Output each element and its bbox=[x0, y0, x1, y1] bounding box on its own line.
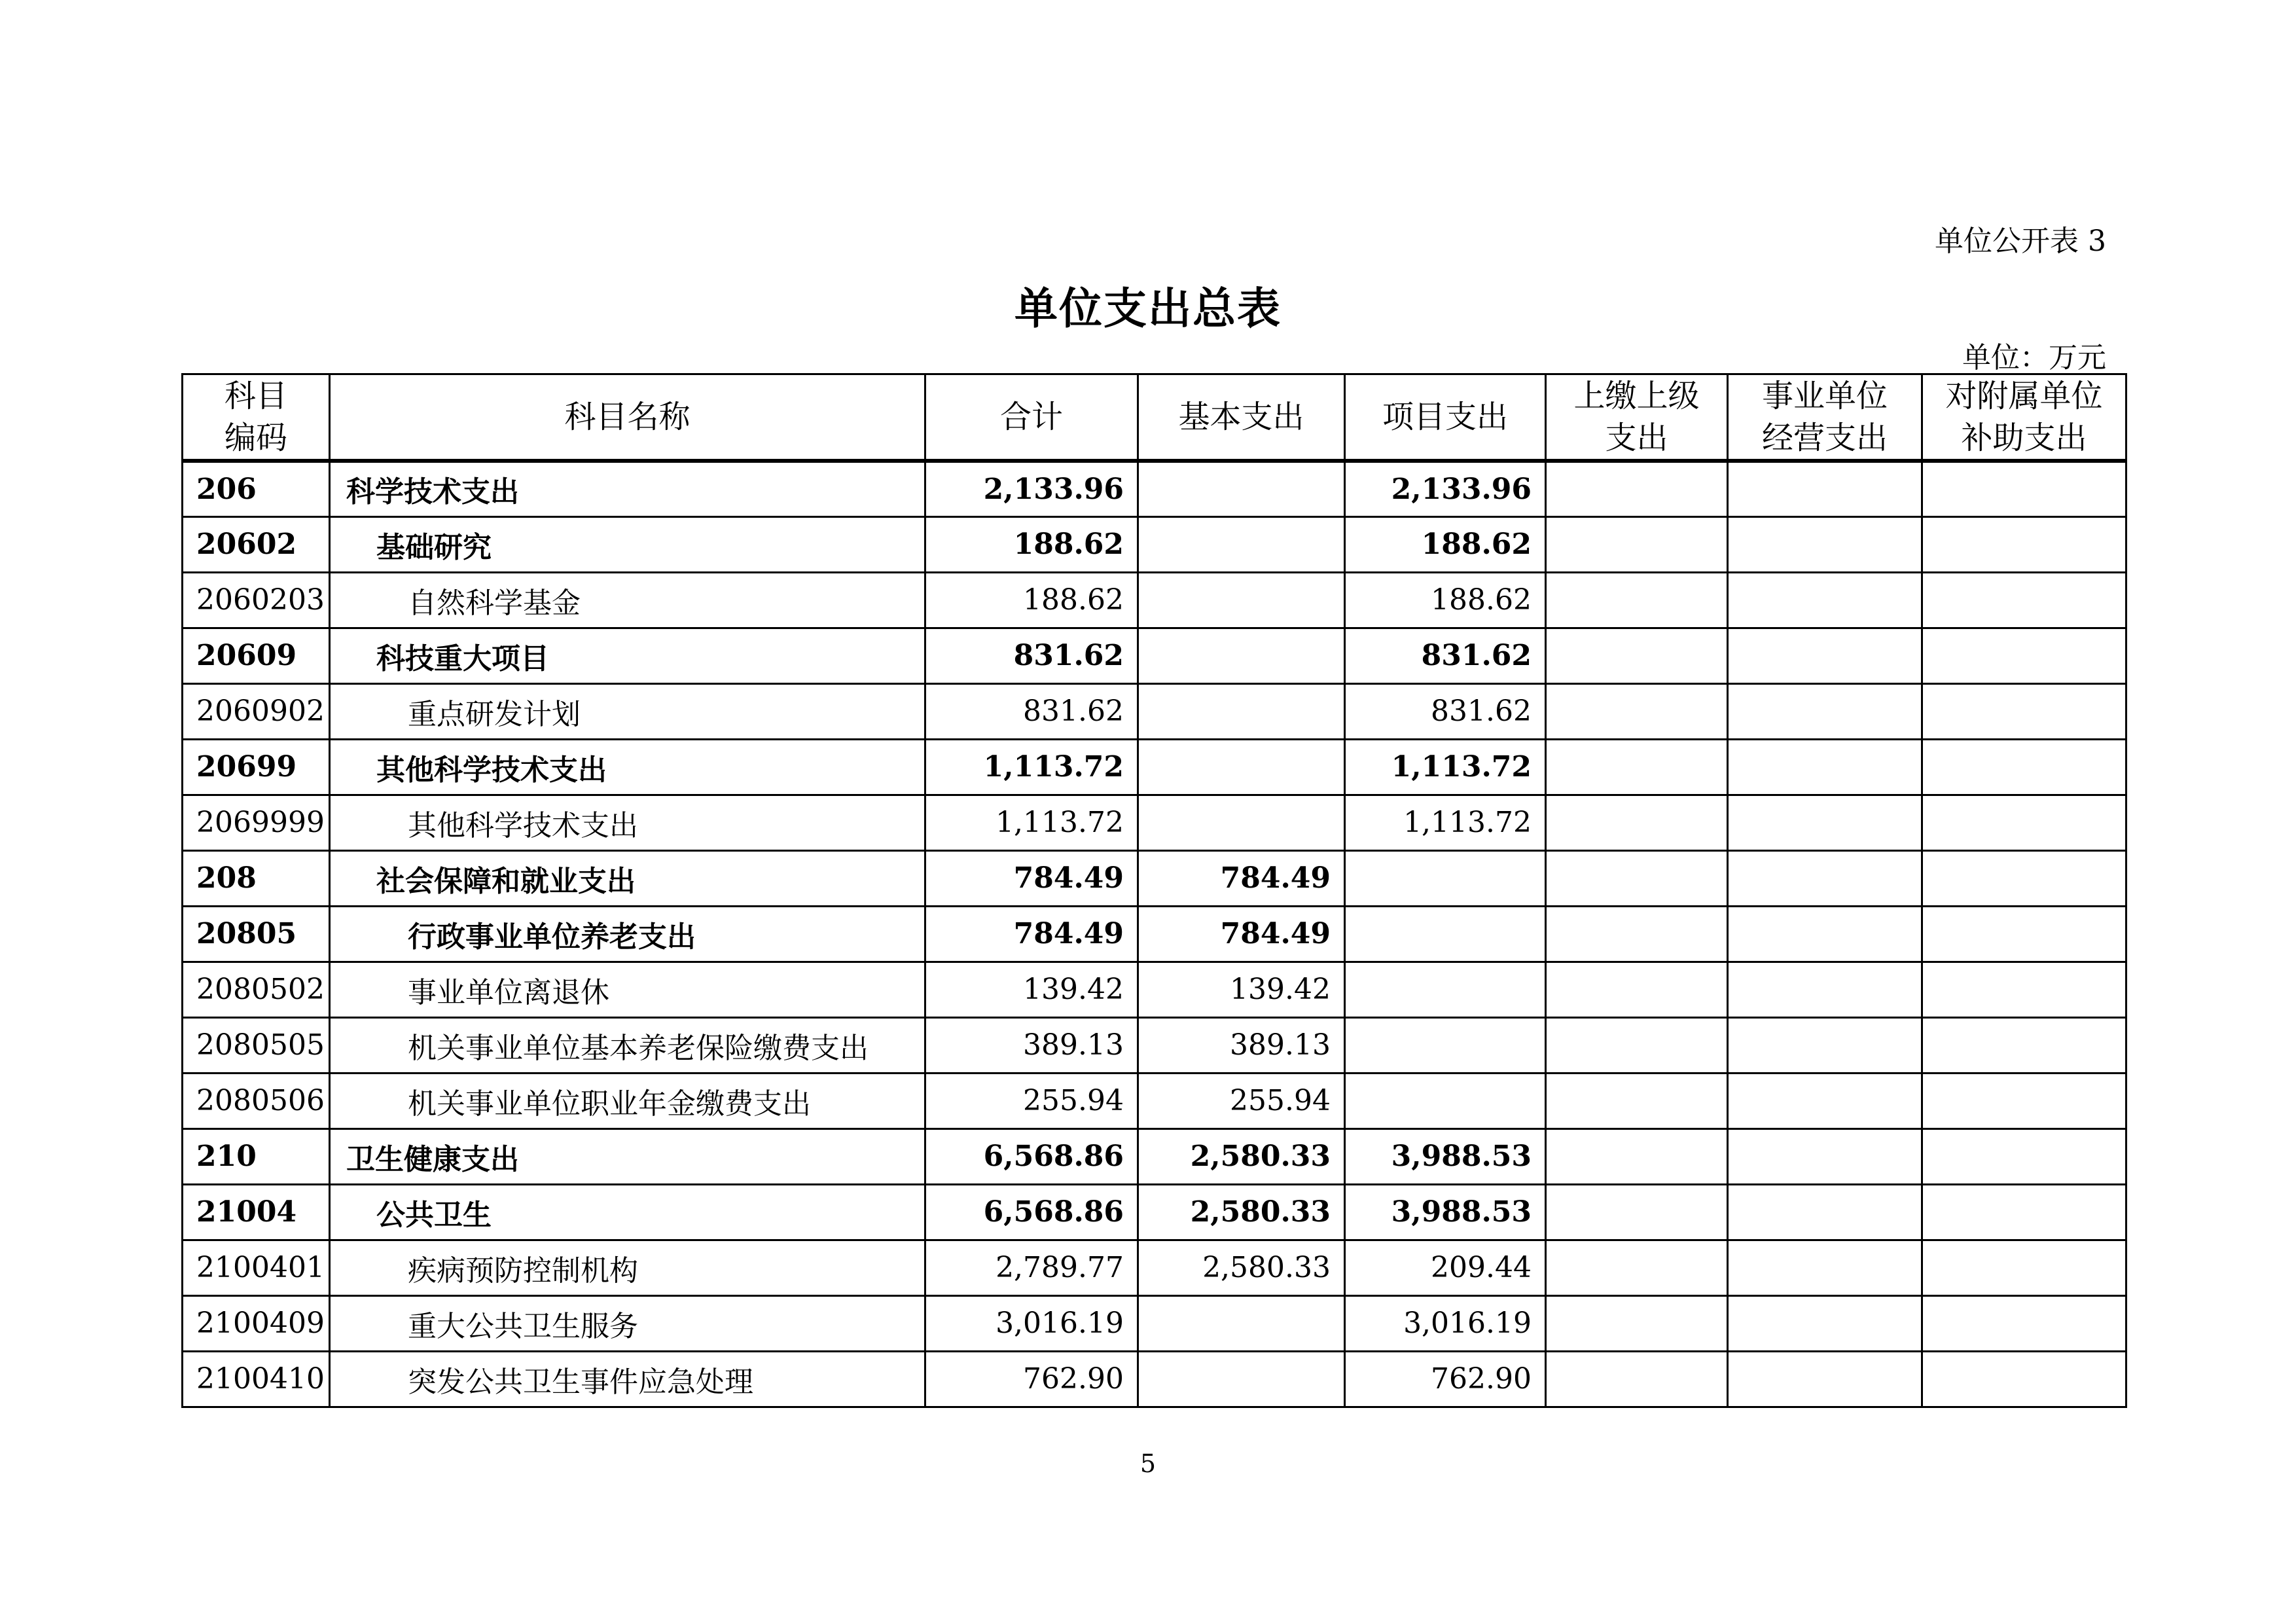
table-row bbox=[183, 906, 2126, 962]
cell-total: 389.13 bbox=[925, 1017, 1138, 1073]
table-row bbox=[183, 461, 2126, 516]
cell-code: 2100401 bbox=[183, 1240, 330, 1295]
cell-subsidy bbox=[1922, 1073, 2126, 1128]
cell-name: 基础研究 bbox=[330, 516, 925, 572]
table-row bbox=[183, 1295, 2126, 1351]
cell-name: 自然科学基金 bbox=[330, 572, 925, 628]
table-row bbox=[183, 1073, 2126, 1128]
cell-code: 20609 bbox=[183, 628, 330, 683]
form-label: 单位公开表 3 bbox=[1935, 225, 2106, 258]
page-number: 5 bbox=[1139, 1449, 1157, 1478]
cell-name: 行政事业单位养老支出 bbox=[330, 906, 925, 962]
cell-upper bbox=[1546, 1017, 1728, 1073]
cell-basic: 255.94 bbox=[1138, 1073, 1345, 1128]
cell-project: 3,988.53 bbox=[1345, 1128, 1546, 1184]
cell-code: 2060902 bbox=[183, 683, 330, 739]
page-title: 单位支出总表 bbox=[1014, 283, 1282, 334]
cell-project: 1,113.72 bbox=[1345, 739, 1546, 795]
cell-business bbox=[1728, 906, 1922, 962]
cell-code: 2080506 bbox=[183, 1073, 330, 1128]
cell-business bbox=[1728, 1240, 1922, 1295]
cell-code: 20602 bbox=[183, 516, 330, 572]
cell-business bbox=[1728, 795, 1922, 850]
cell-basic bbox=[1138, 628, 1345, 683]
cell-code: 2100409 bbox=[183, 1295, 330, 1351]
cell-name: 疾病预防控制机构 bbox=[330, 1240, 925, 1295]
cell-project: 1,113.72 bbox=[1345, 795, 1546, 850]
cell-business bbox=[1728, 850, 1922, 906]
cell-code: 20699 bbox=[183, 739, 330, 795]
cell-total: 784.49 bbox=[925, 906, 1138, 962]
cell-upper bbox=[1546, 683, 1728, 739]
cell-total: 6,568.86 bbox=[925, 1184, 1138, 1240]
cell-upper bbox=[1546, 628, 1728, 683]
table-body bbox=[183, 461, 2126, 1407]
cell-subsidy bbox=[1922, 1017, 2126, 1073]
cell-subsidy bbox=[1922, 962, 2126, 1017]
cell-code: 2080502 bbox=[183, 962, 330, 1017]
cell-business bbox=[1728, 1017, 1922, 1073]
table-row bbox=[183, 1351, 2126, 1407]
cell-subsidy bbox=[1922, 1184, 2126, 1240]
cell-name: 机关事业单位职业年金缴费支出 bbox=[330, 1073, 925, 1128]
cell-project: 762.90 bbox=[1345, 1351, 1546, 1407]
cell-total: 831.62 bbox=[925, 628, 1138, 683]
table-header-row bbox=[183, 374, 2126, 461]
cell-total: 831.62 bbox=[925, 683, 1138, 739]
cell-upper bbox=[1546, 516, 1728, 572]
cell-subsidy bbox=[1922, 795, 2126, 850]
cell-total: 1,113.72 bbox=[925, 795, 1138, 850]
unit-label: 单位：万元 bbox=[1962, 341, 2106, 374]
cell-code: 2060203 bbox=[183, 572, 330, 628]
cell-total: 6,568.86 bbox=[925, 1128, 1138, 1184]
cell-project: 2,133.96 bbox=[1345, 461, 1546, 516]
cell-name: 科技重大项目 bbox=[330, 628, 925, 683]
cell-project bbox=[1345, 1017, 1546, 1073]
cell-upper bbox=[1546, 572, 1728, 628]
cell-basic bbox=[1138, 683, 1345, 739]
cell-business bbox=[1728, 1351, 1922, 1407]
cell-code: 2069999 bbox=[183, 795, 330, 850]
cell-name: 重大公共卫生服务 bbox=[330, 1295, 925, 1351]
cell-subsidy bbox=[1922, 1351, 2126, 1407]
cell-project bbox=[1345, 906, 1546, 962]
cell-name: 其他科学技术支出 bbox=[330, 739, 925, 795]
cell-basic bbox=[1138, 1351, 1345, 1407]
cell-upper bbox=[1546, 1184, 1728, 1240]
cell-name: 公共卫生 bbox=[330, 1184, 925, 1240]
cell-project: 831.62 bbox=[1345, 683, 1546, 739]
cell-project bbox=[1345, 1073, 1546, 1128]
cell-code: 21004 bbox=[183, 1184, 330, 1240]
cell-business bbox=[1728, 628, 1922, 683]
cell-project: 188.62 bbox=[1345, 572, 1546, 628]
cell-name: 重点研发计划 bbox=[330, 683, 925, 739]
cell-basic: 2,580.33 bbox=[1138, 1128, 1345, 1184]
cell-total: 1,113.72 bbox=[925, 739, 1138, 795]
cell-name: 卫生健康支出 bbox=[330, 1128, 925, 1184]
cell-subsidy bbox=[1922, 628, 2126, 683]
table-row bbox=[183, 739, 2126, 795]
cell-business bbox=[1728, 1295, 1922, 1351]
cell-subsidy bbox=[1922, 572, 2126, 628]
cell-code: 2100410 bbox=[183, 1351, 330, 1407]
cell-code: 2080505 bbox=[183, 1017, 330, 1073]
cell-upper bbox=[1546, 1295, 1728, 1351]
cell-upper bbox=[1546, 962, 1728, 1017]
cell-name: 科学技术支出 bbox=[330, 461, 925, 516]
cell-upper bbox=[1546, 850, 1728, 906]
cell-name: 其他科学技术支出 bbox=[330, 795, 925, 850]
cell-upper bbox=[1546, 795, 1728, 850]
cell-subsidy bbox=[1922, 1295, 2126, 1351]
col-header-basic: 基本支出 bbox=[1138, 374, 1345, 461]
cell-total: 188.62 bbox=[925, 572, 1138, 628]
cell-business bbox=[1728, 572, 1922, 628]
cell-project bbox=[1345, 850, 1546, 906]
col-header-business: 事业单位 经营支出 bbox=[1728, 374, 1922, 461]
cell-upper bbox=[1546, 906, 1728, 962]
cell-basic: 784.49 bbox=[1138, 850, 1345, 906]
cell-basic: 389.13 bbox=[1138, 1017, 1345, 1073]
table-row bbox=[183, 795, 2126, 850]
table-row bbox=[183, 1240, 2126, 1295]
cell-subsidy bbox=[1922, 516, 2126, 572]
cell-project: 831.62 bbox=[1345, 628, 1546, 683]
cell-upper bbox=[1546, 1351, 1728, 1407]
cell-project: 188.62 bbox=[1345, 516, 1546, 572]
cell-project: 3,016.19 bbox=[1345, 1295, 1546, 1351]
cell-business bbox=[1728, 683, 1922, 739]
cell-basic bbox=[1138, 516, 1345, 572]
cell-subsidy bbox=[1922, 461, 2126, 516]
cell-total: 139.42 bbox=[925, 962, 1138, 1017]
col-header-project: 项目支出 bbox=[1345, 374, 1546, 461]
cell-basic bbox=[1138, 461, 1345, 516]
table-row bbox=[183, 683, 2126, 739]
cell-name: 社会保障和就业支出 bbox=[330, 850, 925, 906]
col-header-upper: 上缴上级 支出 bbox=[1546, 374, 1728, 461]
table-row bbox=[183, 1184, 2126, 1240]
cell-upper bbox=[1546, 461, 1728, 516]
cell-upper bbox=[1546, 1073, 1728, 1128]
col-header-subsidy: 对附属单位 补助支出 bbox=[1922, 374, 2126, 461]
cell-total: 255.94 bbox=[925, 1073, 1138, 1128]
cell-name: 事业单位离退休 bbox=[330, 962, 925, 1017]
cell-code: 206 bbox=[183, 461, 330, 516]
table-row bbox=[183, 516, 2126, 572]
cell-business bbox=[1728, 516, 1922, 572]
cell-basic bbox=[1138, 572, 1345, 628]
cell-basic: 139.42 bbox=[1138, 962, 1345, 1017]
cell-total: 3,016.19 bbox=[925, 1295, 1138, 1351]
cell-basic: 2,580.33 bbox=[1138, 1240, 1345, 1295]
table-row bbox=[183, 628, 2126, 683]
col-header-name: 科目名称 bbox=[330, 374, 925, 461]
cell-name: 机关事业单位基本养老保险缴费支出 bbox=[330, 1017, 925, 1073]
table-row bbox=[183, 962, 2126, 1017]
cell-basic bbox=[1138, 1295, 1345, 1351]
cell-subsidy bbox=[1922, 1240, 2126, 1295]
cell-upper bbox=[1546, 739, 1728, 795]
table-row bbox=[183, 1017, 2126, 1073]
expenditure-table bbox=[181, 373, 2127, 1408]
cell-business bbox=[1728, 739, 1922, 795]
cell-subsidy bbox=[1922, 683, 2126, 739]
cell-basic bbox=[1138, 795, 1345, 850]
cell-basic: 2,580.33 bbox=[1138, 1184, 1345, 1240]
cell-total: 2,133.96 bbox=[925, 461, 1138, 516]
cell-total: 784.49 bbox=[925, 850, 1138, 906]
cell-business bbox=[1728, 1073, 1922, 1128]
cell-total: 188.62 bbox=[925, 516, 1138, 572]
cell-subsidy bbox=[1922, 739, 2126, 795]
col-header-code: 科目 编码 bbox=[183, 374, 330, 461]
table-row bbox=[183, 572, 2126, 628]
cell-business bbox=[1728, 962, 1922, 1017]
cell-upper bbox=[1546, 1240, 1728, 1295]
cell-business bbox=[1728, 1128, 1922, 1184]
cell-subsidy bbox=[1922, 906, 2126, 962]
table-row bbox=[183, 850, 2126, 906]
cell-name: 突发公共卫生事件应急处理 bbox=[330, 1351, 925, 1407]
cell-project: 3,988.53 bbox=[1345, 1184, 1546, 1240]
col-header-total: 合计 bbox=[925, 374, 1138, 461]
cell-subsidy bbox=[1922, 850, 2126, 906]
cell-business bbox=[1728, 461, 1922, 516]
cell-upper bbox=[1546, 1128, 1728, 1184]
cell-code: 210 bbox=[183, 1128, 330, 1184]
cell-project bbox=[1345, 962, 1546, 1017]
cell-total: 762.90 bbox=[925, 1351, 1138, 1407]
cell-business bbox=[1728, 1184, 1922, 1240]
cell-subsidy bbox=[1922, 1128, 2126, 1184]
cell-basic: 784.49 bbox=[1138, 906, 1345, 962]
table-row bbox=[183, 1128, 2126, 1184]
cell-code: 208 bbox=[183, 850, 330, 906]
cell-total: 2,789.77 bbox=[925, 1240, 1138, 1295]
cell-project: 209.44 bbox=[1345, 1240, 1546, 1295]
cell-code: 20805 bbox=[183, 906, 330, 962]
cell-basic bbox=[1138, 739, 1345, 795]
